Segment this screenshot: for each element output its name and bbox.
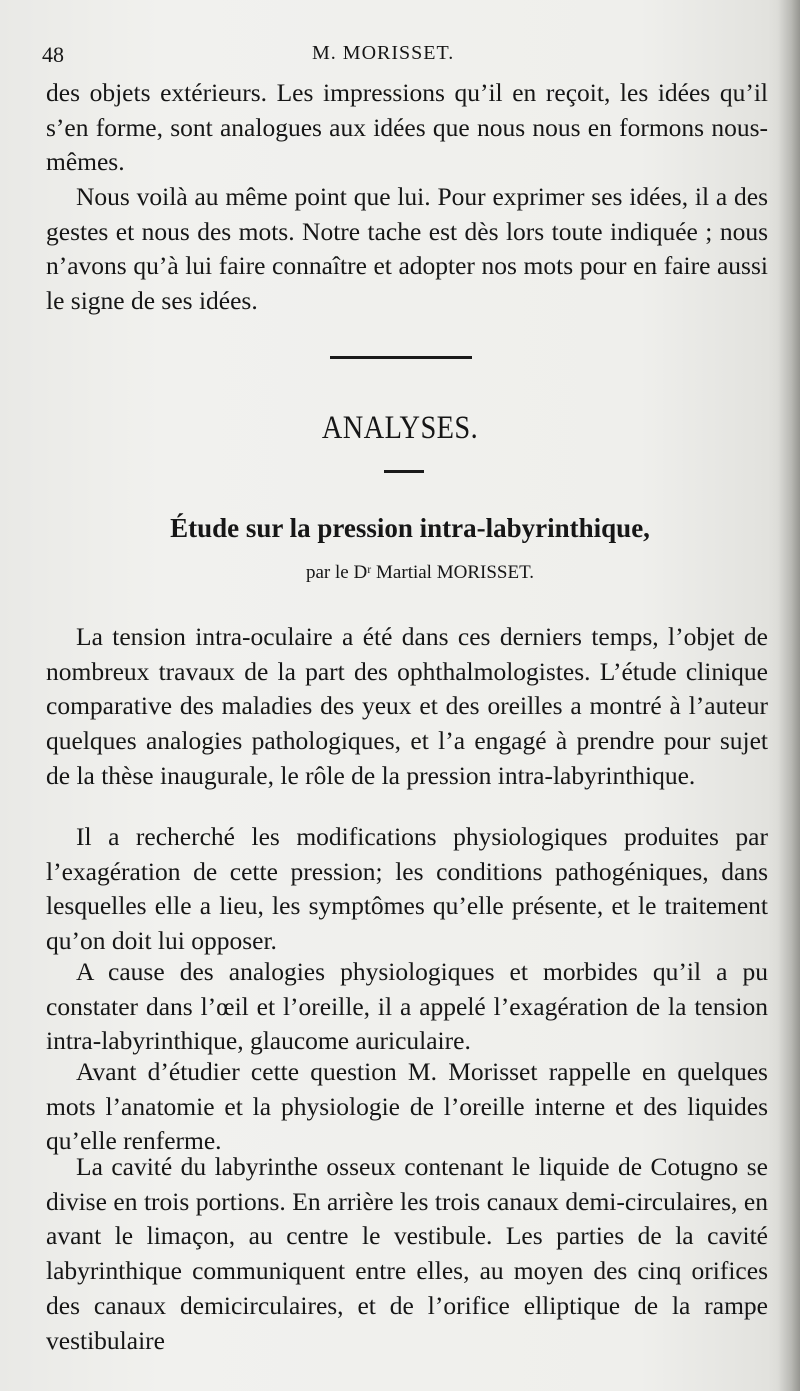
article-paragraph: La tension intra-oculaire a été dans ces derniers temps, l’objet de nombreux travaux de la part des ophthalmologistes. L’étude clinique comparative des maladies des yeux et des oreilles a montré à l’auteur quelques analogies pathologiques, et l’a engagé à prendre pour sujet de la thèse inaugurale, le rôle de la pression intra-labyrinthique. <box>46 622 768 790</box>
title-divider-rule <box>384 470 424 473</box>
page-edge-shadow <box>778 0 800 1391</box>
article-paragraph: Avant d’étudier cette question M. Morisset rappelle en quelques mots l’anatomie et la physiologie de l’oreille interne et des liquides qu’elle renferme. <box>46 1057 768 1156</box>
page-header <box>42 42 772 76</box>
article-title: Étude sur la pression intra-labyrinthique, <box>170 513 650 543</box>
intro-paragraph-1: des objets extérieurs. Les impressions qu’il en reçoit, les idées qu’il s’en forme, sont analogues aux idées que nous nous en formons nous-mêmes. <box>46 78 768 177</box>
running-head: M. MORISSET. <box>312 42 455 64</box>
article-paragraph: La cavité du labyrinthe osseux contenant le liquide de Cotugno se divise en trois portions. En arrière les trois canaux demi-circulaires, en avant le limaçon, au centre le vestibule. Les parties de la cavité labyrinthique communiquent entre elles, au moyen des cinq orifices des canaux demicirculaires, et de l’orifice elliptique de la rampe vestibulaire <box>46 1152 768 1355</box>
article-byline: par le Dʳ Martial MORISSET. <box>305 562 535 583</box>
intro-paragraph-2: Nous voilà au même point que lui. Pour exprimer ses idées, il a des gestes et nous des mots. Notre tache est dès lors toute indiquée ; nous n’avons qu’à lui faire connaître et adopter nos mots pour en faire aussi le signe de ses idées. <box>46 182 768 316</box>
section-title: ANALYSES. <box>321 410 479 446</box>
article-paragraph: Il a recherché les modifications physiologiques produites par l’exagération de cette pression; les conditions pathogéniques, dans lesquelles elle a lieu, les symptômes qu’elle présente, et le traitement qu’on doit lui opposer. <box>46 822 768 956</box>
article-paragraph: A cause des analogies physiologiques et morbides qu’il a pu constater dans l’œil et l’oreille, il a appelé l’exagération de la tension intra-labyrinthique, glaucome auriculaire. <box>46 957 768 1056</box>
section-divider-rule <box>330 356 472 359</box>
page-number: 48 <box>42 42 64 67</box>
